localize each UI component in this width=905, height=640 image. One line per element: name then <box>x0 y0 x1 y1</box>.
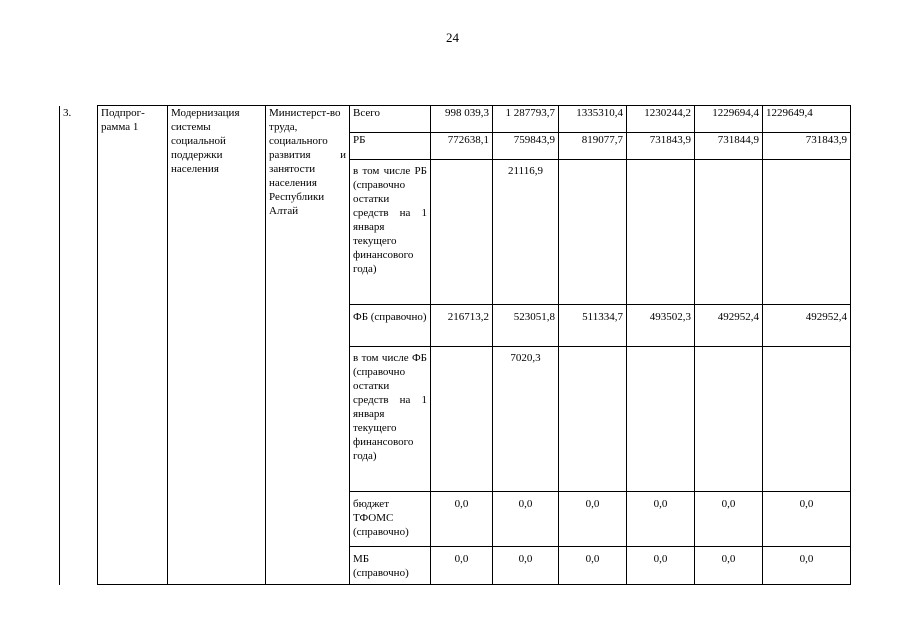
value-cell: 0,0 <box>627 547 695 585</box>
value-cell <box>695 347 763 492</box>
page-number: 24 <box>446 30 459 45</box>
value-cell: 731843,9 <box>763 133 851 160</box>
source-label: РБ <box>350 133 431 160</box>
value-cell: 7020,3 <box>493 347 559 492</box>
value-cell <box>431 160 493 305</box>
value-cell: 0,0 <box>431 547 493 585</box>
value-cell: 216713,2 <box>431 305 493 347</box>
source-label: в том числе РБ (справочно остатки средств на 1 января текущего финансового года) <box>350 160 431 305</box>
value-cell: 0,0 <box>559 492 627 547</box>
value-cell: 819077,7 <box>559 133 627 160</box>
budget-table <box>59 105 851 585</box>
subprogram-cell <box>98 106 168 585</box>
value-cell <box>763 160 851 305</box>
value-cell: 0,0 <box>431 492 493 547</box>
value-cell <box>763 347 851 492</box>
value-cell <box>695 160 763 305</box>
value-cell: 0,0 <box>763 547 851 585</box>
value-cell: 0,0 <box>493 492 559 547</box>
source-label: МБ (справочно) <box>350 547 431 585</box>
value-cell: 1335310,4 <box>559 106 627 133</box>
value-cell: 759843,9 <box>493 133 559 160</box>
executor-cell <box>266 106 350 585</box>
value-cell: 0,0 <box>627 492 695 547</box>
value-cell: 0,0 <box>695 492 763 547</box>
value-cell: 511334,7 <box>559 305 627 347</box>
value-cell <box>559 347 627 492</box>
value-cell: 0,0 <box>493 547 559 585</box>
value-cell: 998 039,3 <box>431 106 493 133</box>
value-cell <box>431 347 493 492</box>
value-cell: 0,0 <box>763 492 851 547</box>
subprogram-name-cell <box>168 106 266 585</box>
source-label: в том числе ФБ (справочно остатки средств на 1 января текущего финансового года) <box>350 347 431 492</box>
value-cell <box>627 160 695 305</box>
source-label: ФБ (справочно) <box>350 305 431 347</box>
value-cell: 523051,8 <box>493 305 559 347</box>
value-cell: 731844,9 <box>695 133 763 160</box>
value-cell: 21116,9 <box>493 160 559 305</box>
value-cell: 493502,3 <box>627 305 695 347</box>
value-cell: 1229649,4 <box>763 106 851 133</box>
value-cell <box>627 347 695 492</box>
value-cell: 1230244,2 <box>627 106 695 133</box>
value-cell: 1229694,4 <box>695 106 763 133</box>
value-cell: 492952,4 <box>695 305 763 347</box>
subprogram-label: Подпрог-рамма 1 <box>101 107 145 133</box>
executor-name: Министерст-во труда, социального развития и занятости населения Республики Алтай <box>269 107 346 217</box>
value-cell: 492952,4 <box>763 305 851 347</box>
value-cell: 731843,9 <box>627 133 695 160</box>
table-row <box>60 106 851 133</box>
value-cell: 0,0 <box>559 547 627 585</box>
value-cell <box>559 160 627 305</box>
row-number-cell <box>60 106 98 585</box>
source-label: бюджет ТФОМС (справочно) <box>350 492 431 547</box>
row-number: 3. <box>63 106 72 119</box>
value-cell: 772638,1 <box>431 133 493 160</box>
source-label: Всего <box>350 106 431 133</box>
value-cell: 1 287793,7 <box>493 106 559 133</box>
value-cell: 0,0 <box>695 547 763 585</box>
subprogram-name: Модернизация системы социальной поддержки населения <box>171 107 240 175</box>
